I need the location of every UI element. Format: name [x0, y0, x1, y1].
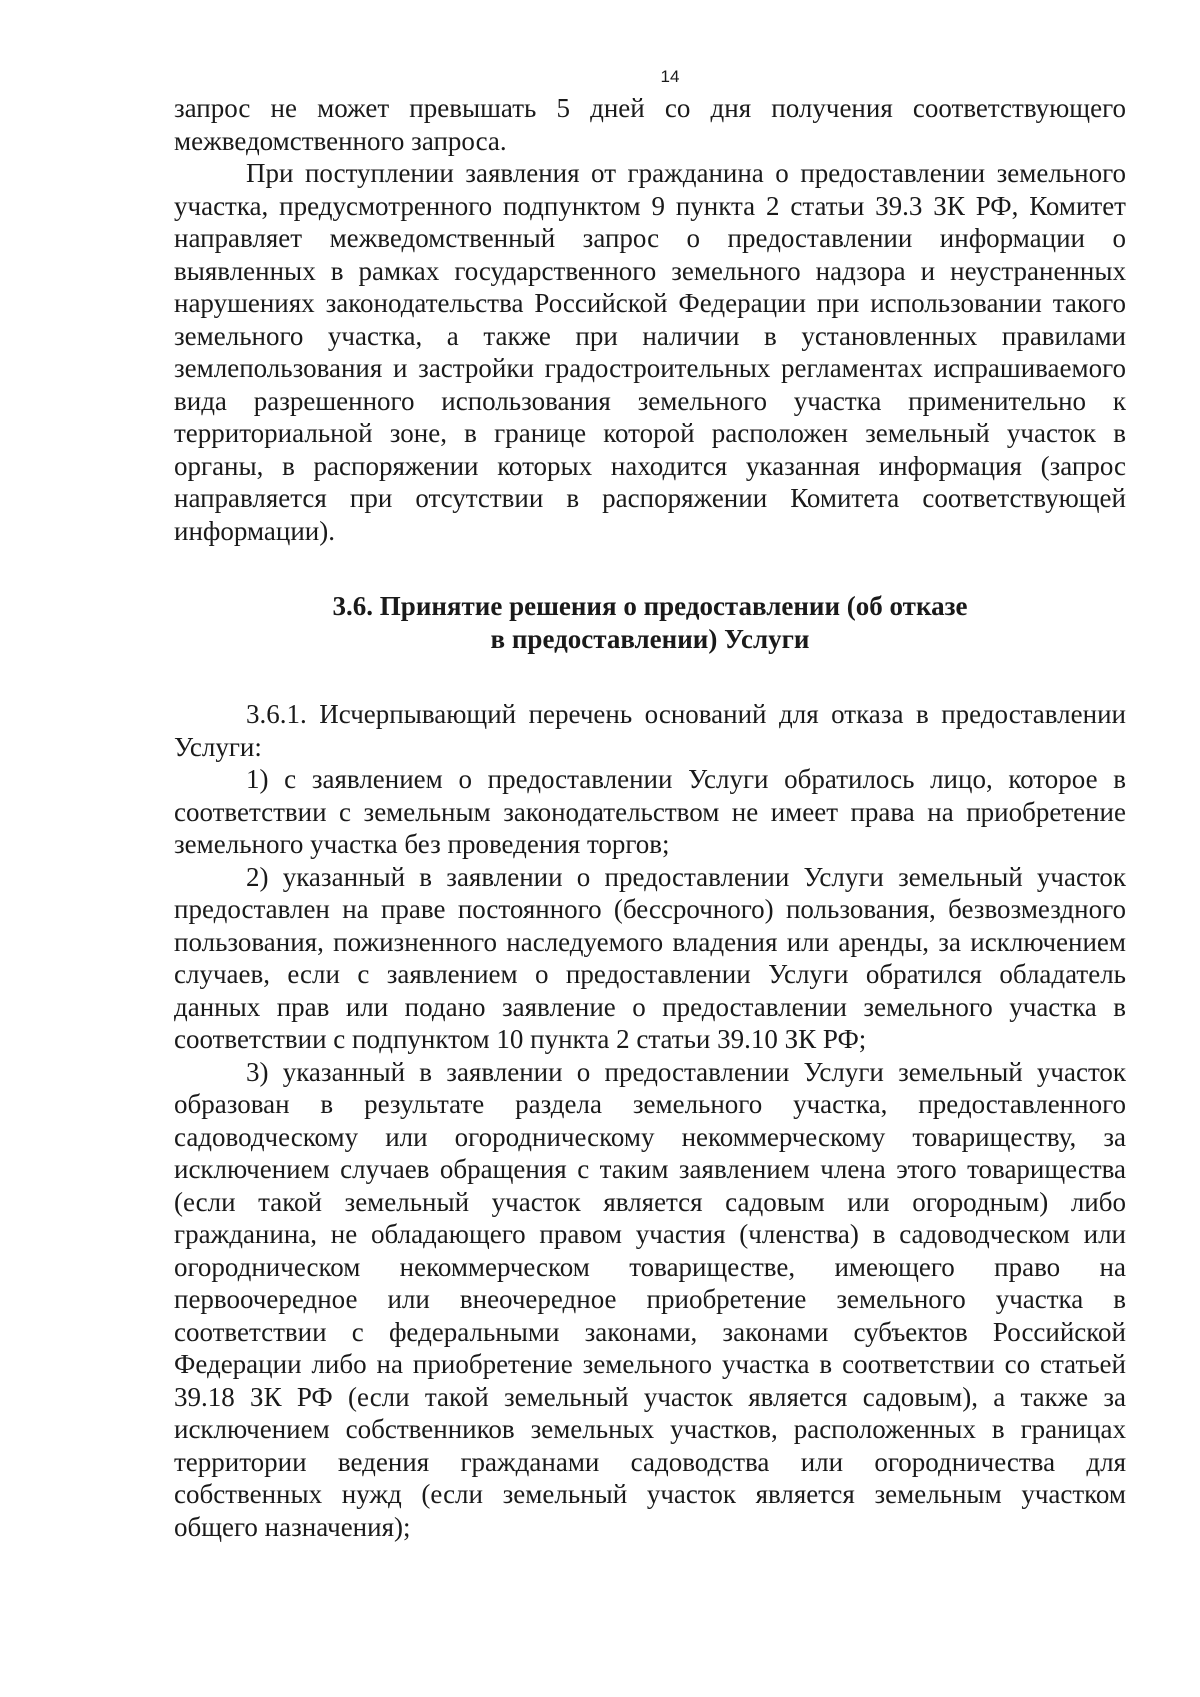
paragraph-continuation: запрос не может превышать 5 дней со дня получения соответствующего межведомственного запроса. — [174, 93, 1126, 156]
list-item-2: 2) указанный в заявлении о предоставлении Услуги земельный участок предоставлен на праве постоянного (бессрочного) пользования, безвозмездного пользования, пожизненного наследуемого владения или аренды, за исключением случаев, если с заявлением о предоставлении Услуги обратился обладатель данных прав или подано заявление о предоставлении земельного участка в соответствии с подпунктом 10 пункта 2 статьи 39.10 ЗК РФ; — [174, 861, 1126, 1054]
list-item-3: 3) указанный в заявлении о предоставлении Услуги земельный участок образован в результате раздела земельного участка, предоставленного садоводческому или огородническому некоммерческому товариществу, за исключением случаев обращения с таким заявлением члена этого товарищества (если такой земельный участок является садовым или огородным) либо гражданина, не обладающего правом участия (членства) в садоводческом или огородническом некоммерческом товариществе, имеющего право на первоочередное или внеочередное приобретение земельного участка в соответствии с федеральными законами, законами субъектов Российской Федерации либо на приобретение земельного участка в соответствии со статьей 39.18 ЗК РФ (если такой земельный участок является садовым), а также за исключением собственников земельных участков, расположенных в границах территории ведения гражданами садоводства или огородничества для собственных нужд (если земельный участок является земельным участком общего назначения); — [174, 1056, 1126, 1542]
section-heading-line-1: 3.6. Принятие решения о предоставлении (об отказе — [332, 591, 968, 621]
paragraph-interagency-request: При поступлении заявления от гражданина о предоставлении земельного участка, предусмотренного подпунктом 9 пункта 2 статьи 39.3 ЗК РФ, Комитет направляет межведомственный запрос о предоставлении информации о выявленных в рамках государственного земельного надзора и неустраненных нарушениях законодательства Российской Федерации при использовании такого земельного участка, а также при наличии в установленных правилами землепользования и застройки градостроительных регламентах испрашиваемого вида разрешенного использования земельного участка применительно к территориальной зоне, в границе которой расположен земельный участок в органы, в распоряжении которых находится указанная информация (запрос направляется при отсутствии в распоряжении Комитета соответствующей информации). — [174, 158, 1126, 546]
section-heading-line-2: в предоставлении) Услуги — [490, 623, 810, 654]
page-number: 14 — [660, 67, 680, 86]
section-heading-3-6 — [174, 590, 1126, 655]
paragraph-3-6-1: 3.6.1. Исчерпывающий перечень оснований для отказа в предоставлении Услуги: — [174, 699, 1126, 762]
list-item-1: 1) с заявлением о предоставлении Услуги обратилось лицо, которое в соответствии с земельным законодательством не имеет права на приобретение земельного участка без проведения торгов; — [174, 764, 1126, 859]
